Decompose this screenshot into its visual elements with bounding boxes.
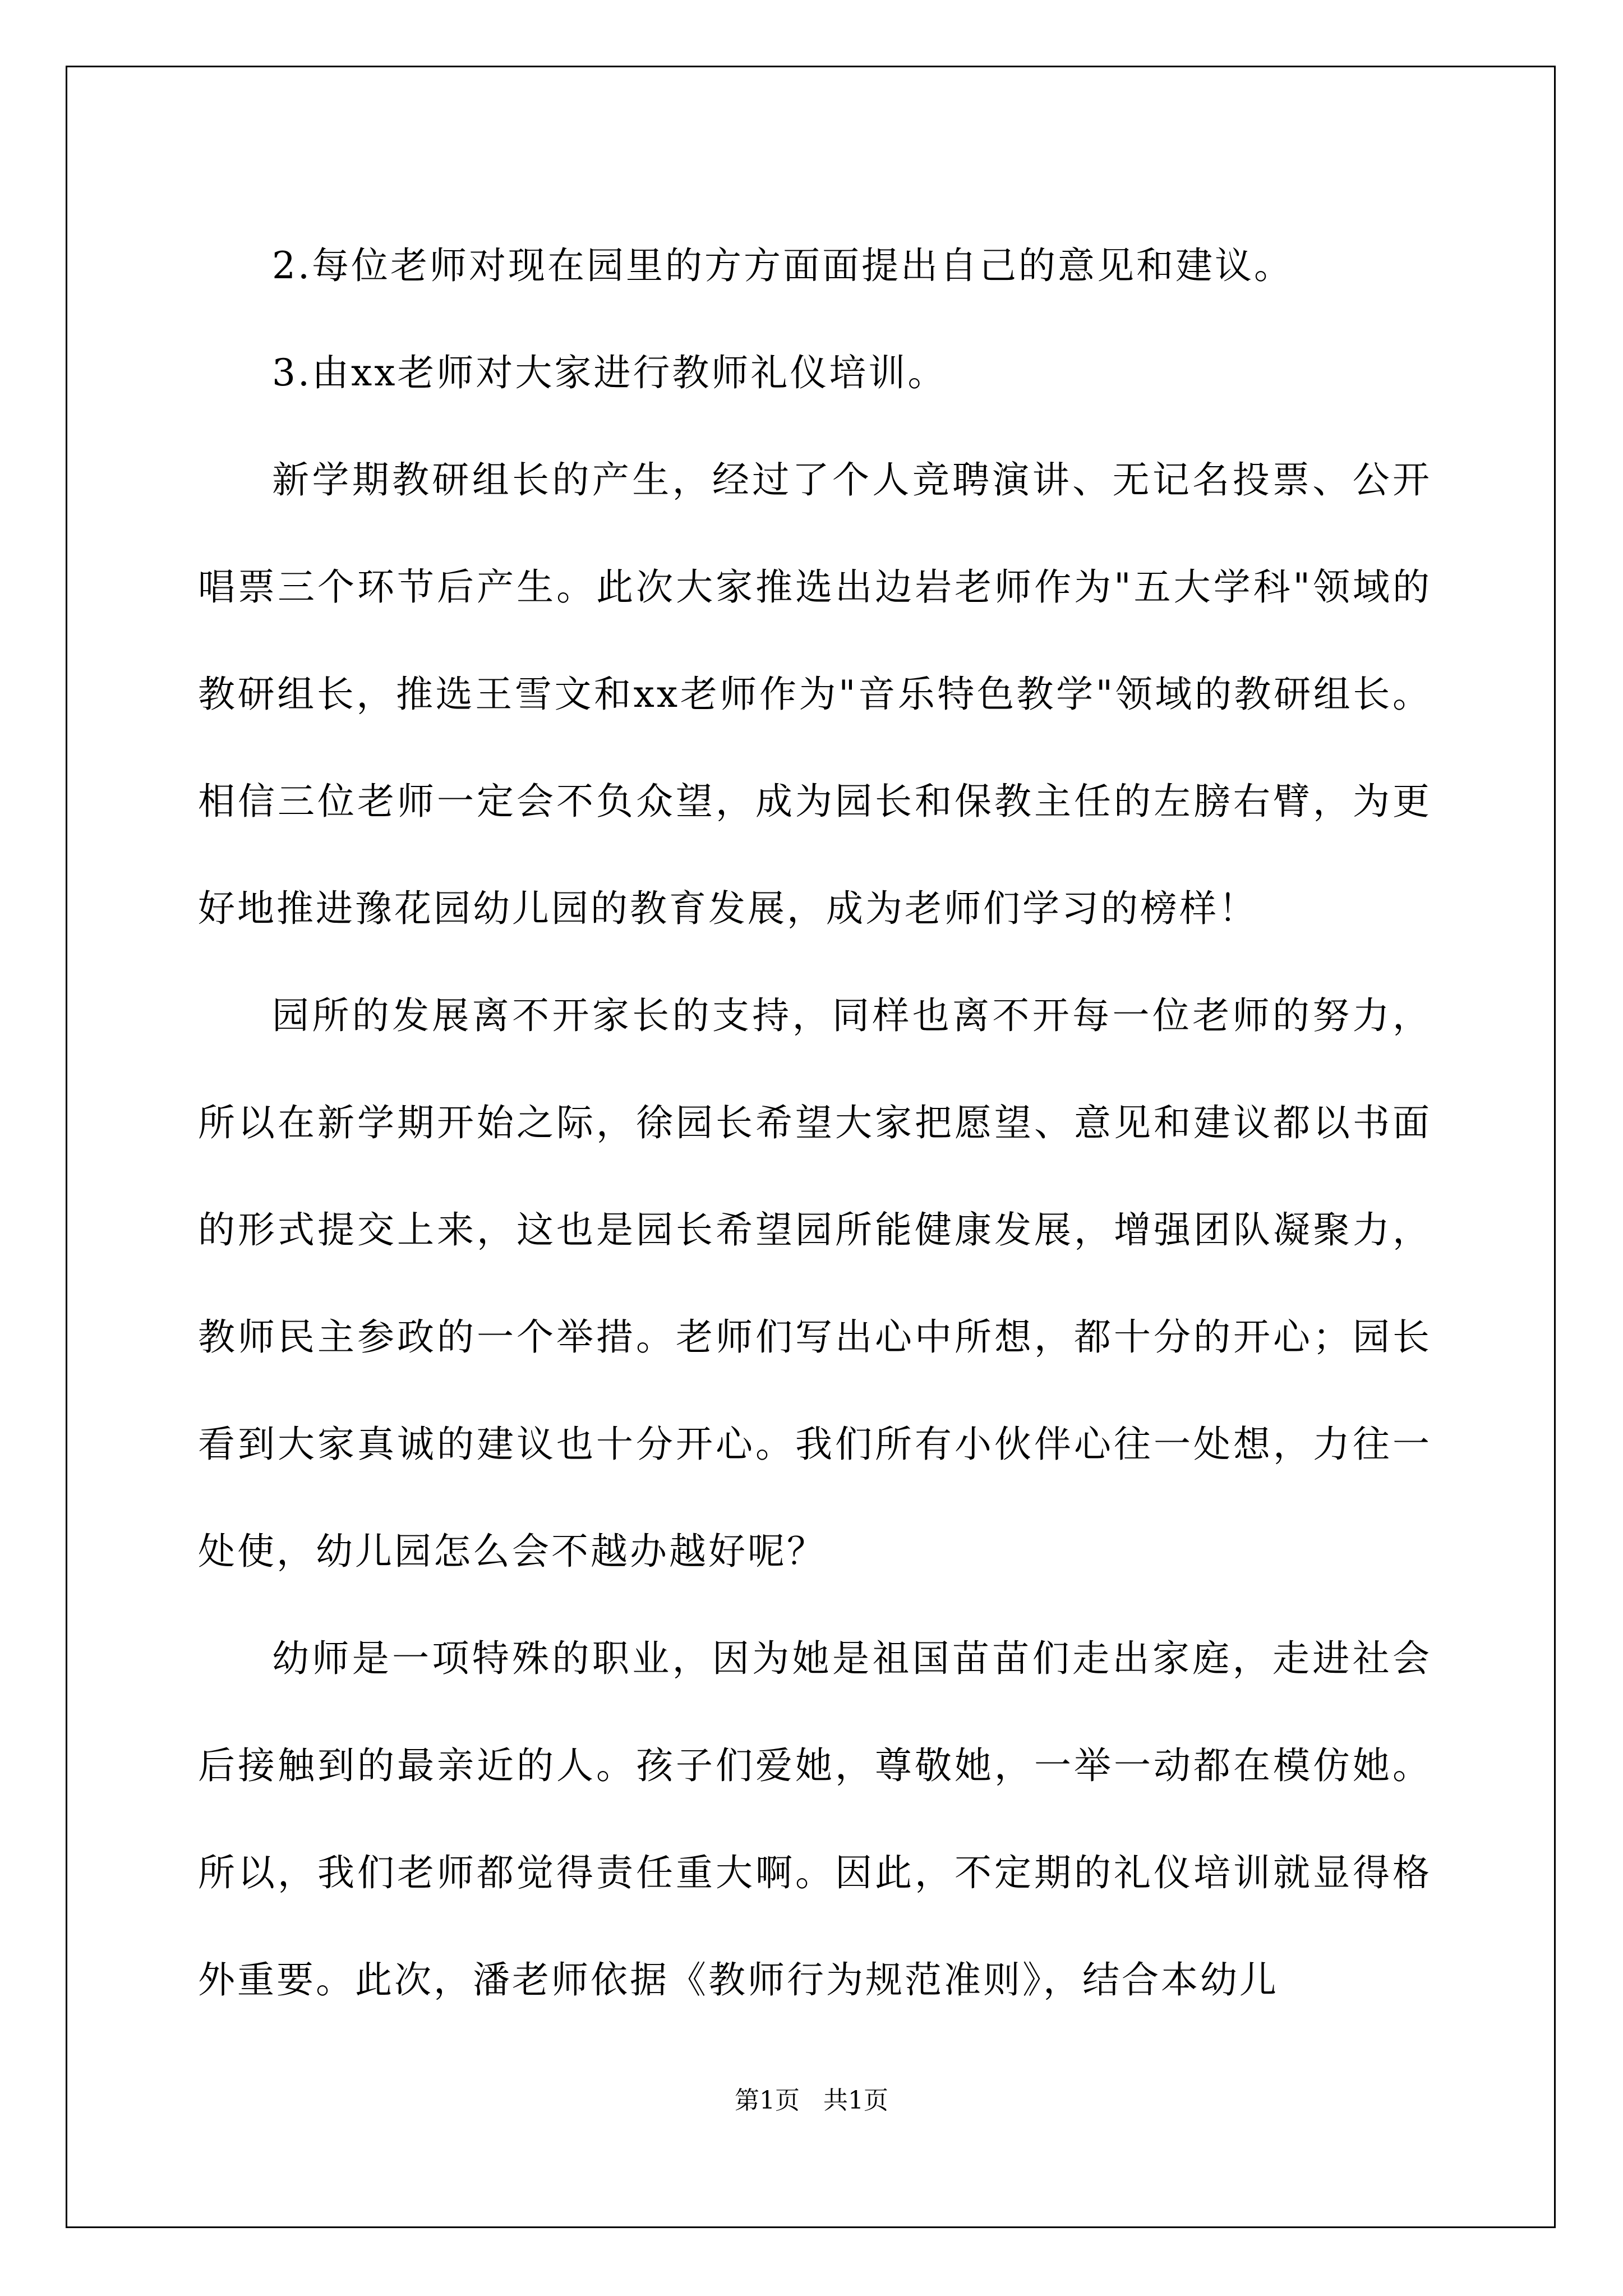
- paragraph-item-3: 3.由xx老师对大家进行教师礼仪培训。: [272, 351, 947, 394]
- paragraph-team-leaders: 新学期教研组长的产生，经过了个人竞聘演讲、无记名投票、公开唱票三个环节后产生。此次大家推选出边岩老师作为"五大学科"领域的教研组长，推选王雪文和xx老师作为"音乐特色教学"领域的教研组长。相信三位老师一定会不负众望，成为园长和保教主任的左膀右臂，为更好地推进豫花园幼儿园的教育发展，成为老师们学习的榜样！: [198, 458, 1432, 930]
- paragraph-development: 园所的发展离不开家长的支持，同样也离不开每一位老师的努力，所以在新学期开始之际，徐园长希望大家把愿望、意见和建议都以书面的形式提交上来，这也是园长希望园所能健康发展，增强团队凝聚力，教师民主参政的一个举措。老师们写出心中所想，都十分的开心；园长看到大家真诚的建议也十分开心。我们所有小伙伴心往一处想，力往一处使，幼儿园怎么会不越办越好呢？: [198, 994, 1432, 1573]
- page-footer: 第1页 共1页: [735, 2086, 888, 2115]
- document-body: [198, 212, 1432, 2033]
- paragraph-teacher-profession: 幼师是一项特殊的职业，因为她是祖国苗苗们走出家庭，走进社会后接触到的最亲近的人。孩子们爱她，尊敬她，一举一动都在模仿她。所以，我们老师都觉得责任重大啊。因此，不定期的礼仪培训就显得格外重要。此次，潘老师依据《教师行为规范准则》，结合本幼儿: [198, 1637, 1432, 2001]
- paragraph-item-2: 2.每位老师对现在园里的方方面面提出自己的意见和建议。: [272, 244, 1293, 287]
